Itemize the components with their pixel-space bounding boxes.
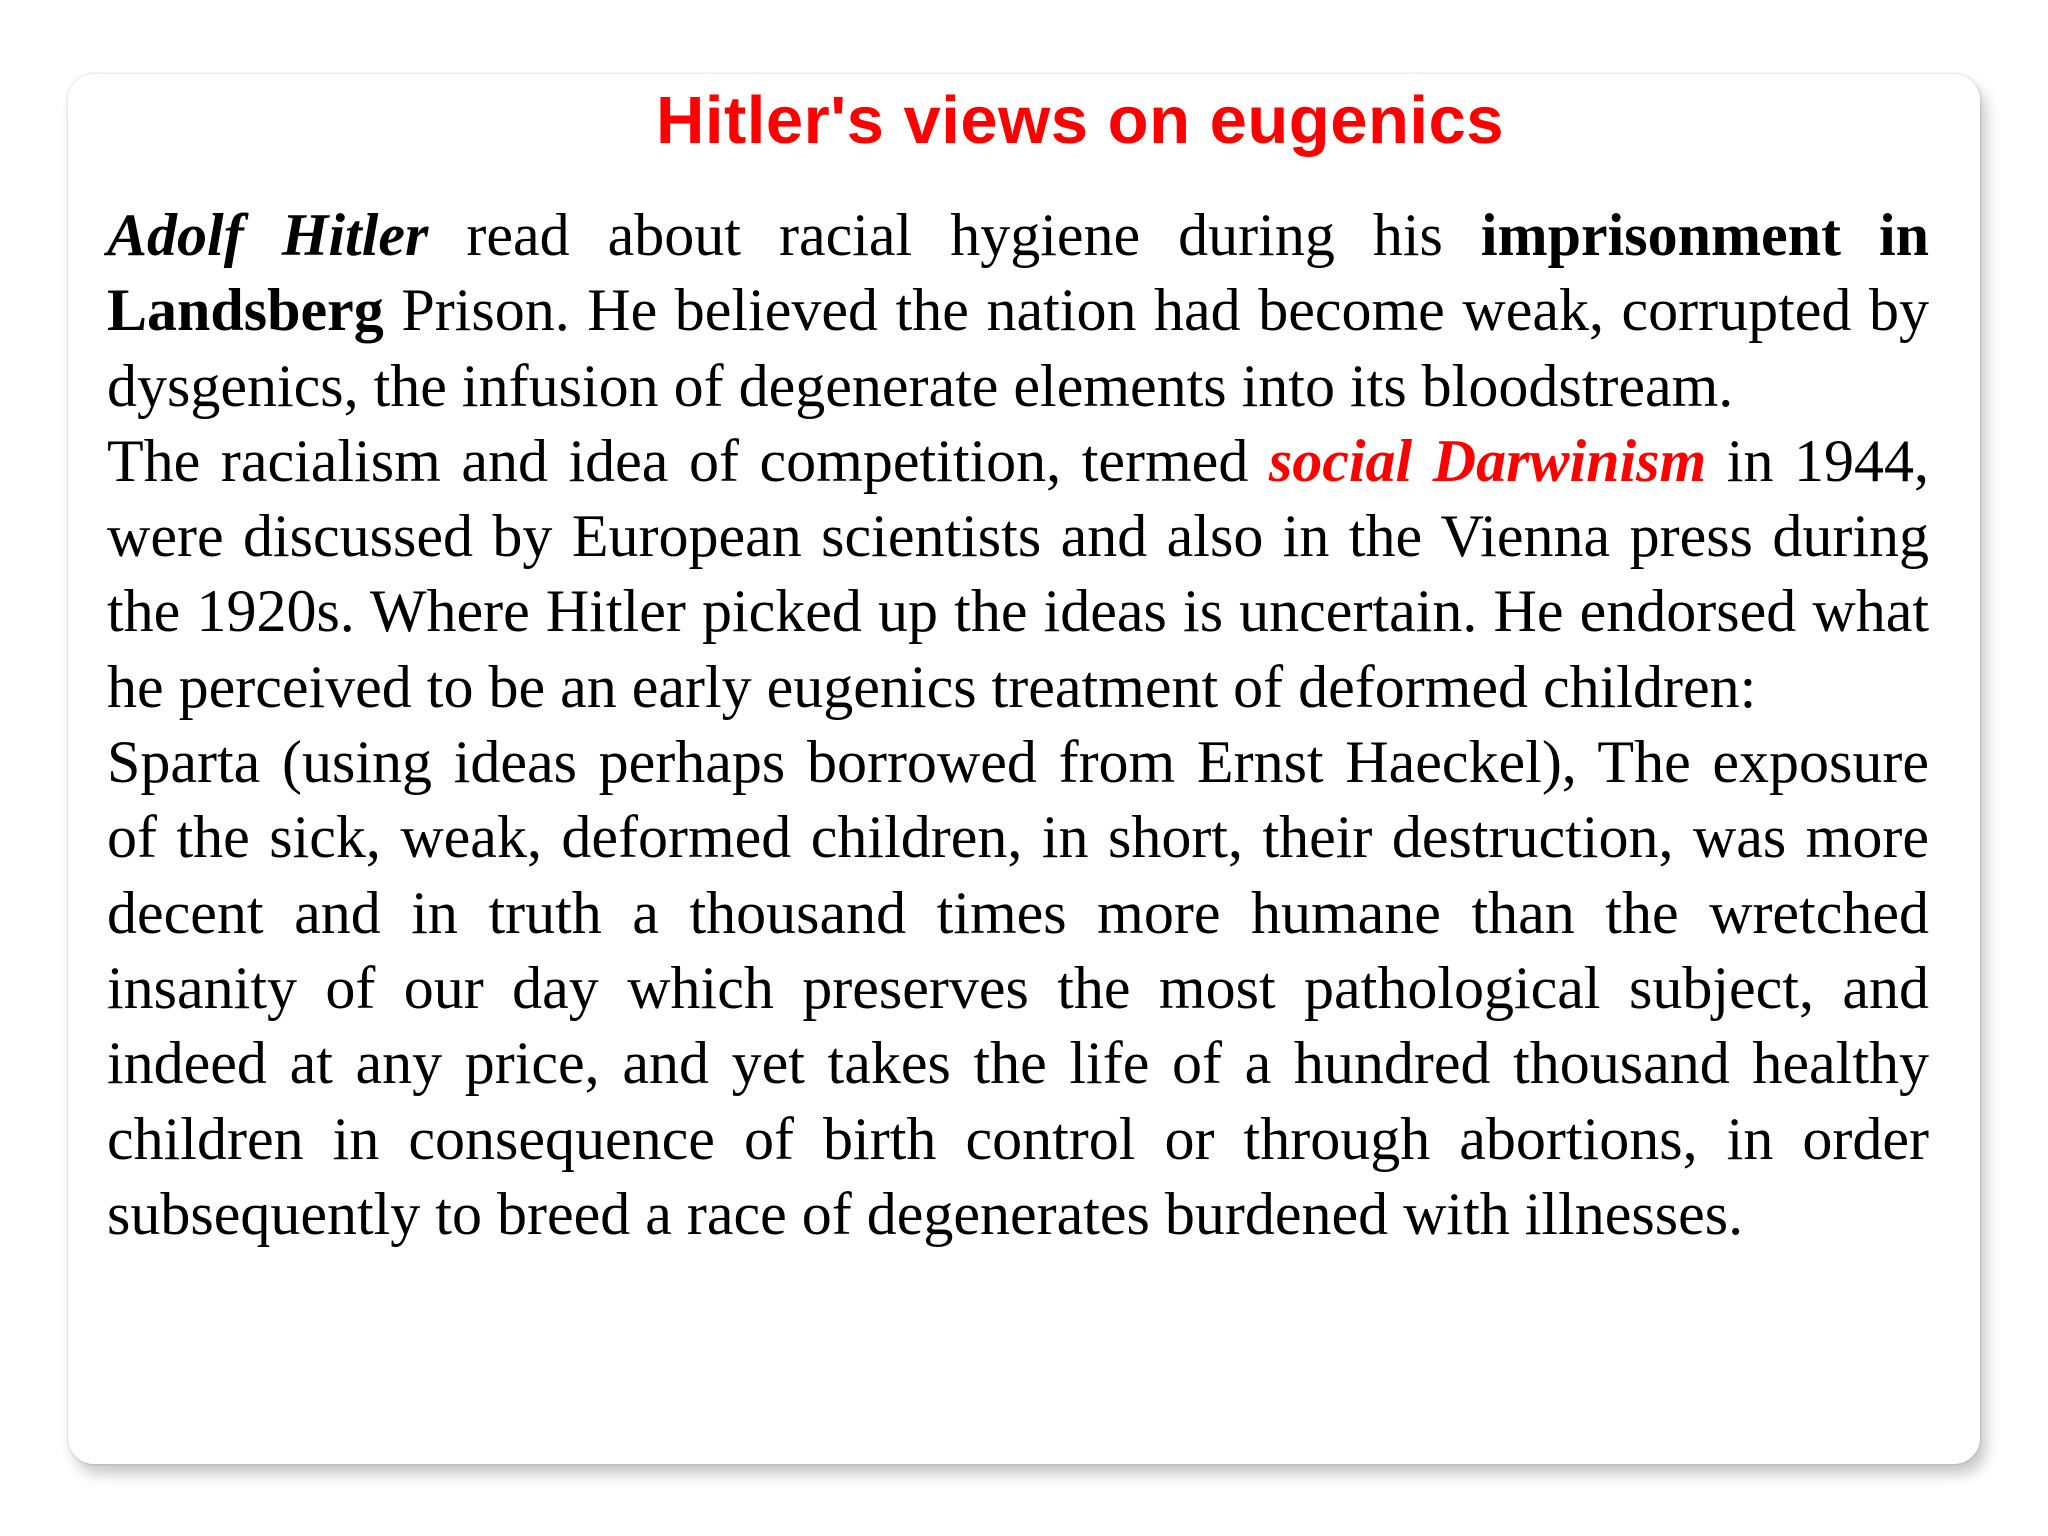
name-adolf-hitler: Adolf Hitler [107,202,429,268]
slide-title: Hitler's views on eugenics [655,83,1505,158]
bold-phrase-imprisonment: imprisonment in Landsberg [107,202,1929,344]
paragraph-2-text-b: in 1944, were discussed by European scientists and also in the Vienna press during the 1920s. Where Hitler picked up the ideas is uncertain. He endorsed what he perceived to be an early eugenics treatment of deformed children: [107,427,1930,720]
paragraph-1-text-b: Prison. He believed the nation had become weak, corrupted by dysgenics, the infusion of degenerate elements into its bloodstream. [107,277,1929,419]
paragraph-1-text-a: read about racial hygiene during his [428,202,1481,268]
paragraph-1 [107,198,1929,424]
paragraph-2 [107,424,1929,725]
paragraph-3: Sparta (using ideas perhaps borrowed from Ernst Haeckel), The exposure of the sick, weak, deformed children, in short, their destruction, was more decent and in truth a thousand times more humane than the wretched insanity of our day which preserves the most pathological subject, and indeed at any price, and yet takes the life of a hundred thousand healthy children in consequence of birth control or through abortions, in order subsequently to breed a race of degenerates burdened with illnesses. [107,729,1929,1247]
slide-body [107,198,1929,1252]
paragraph-2-text-a: The racialism and idea of competition, termed [107,427,1269,494]
highlight-social-darwinism: social Darwinism [1268,427,1707,494]
